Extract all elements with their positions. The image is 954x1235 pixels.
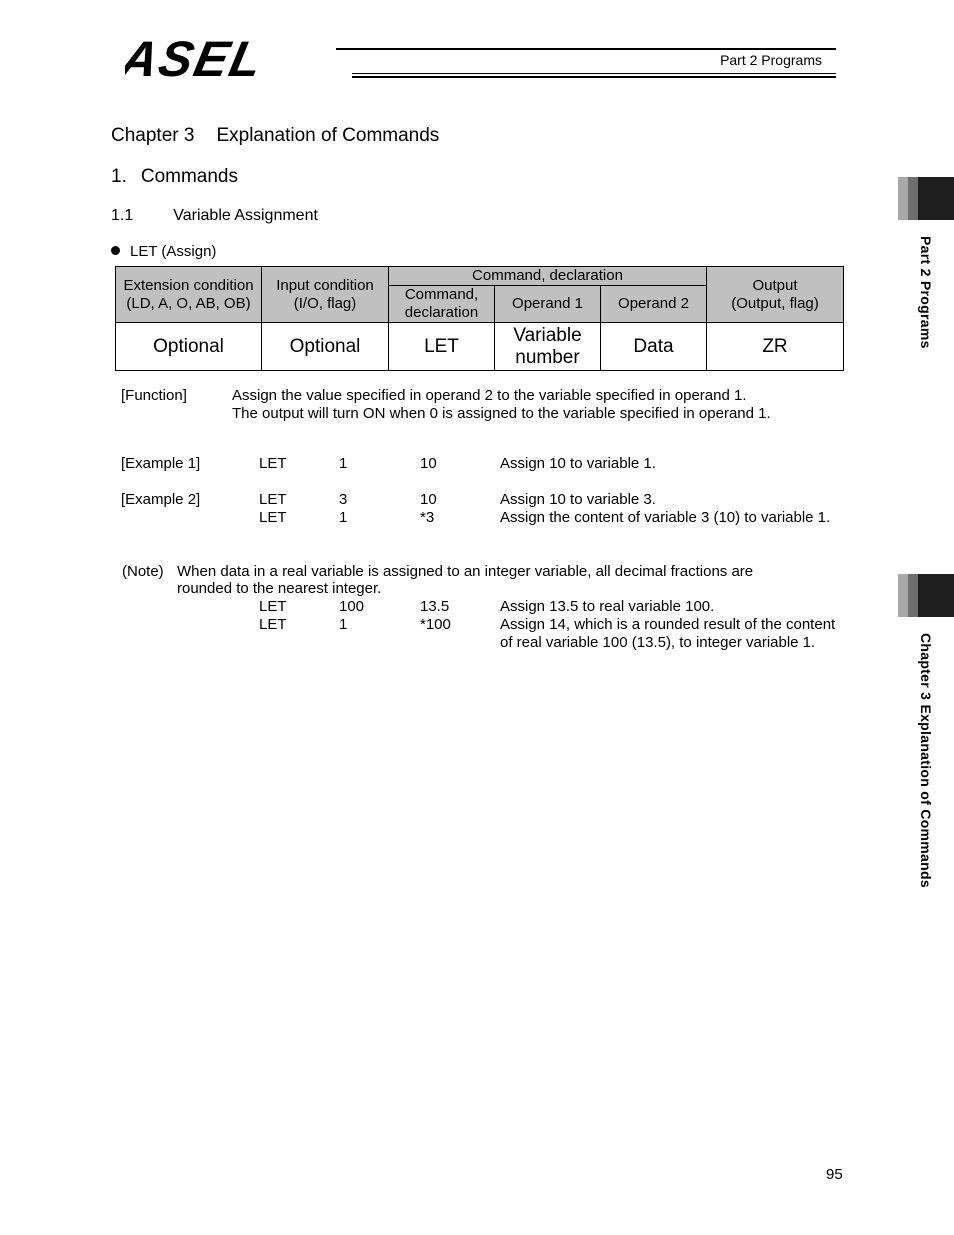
example2-row1-op2: 10 bbox=[420, 491, 437, 508]
cell-operand2: Data bbox=[601, 323, 707, 371]
header-command-declaration bbox=[389, 286, 495, 323]
note-row2-op1: 1 bbox=[339, 616, 348, 633]
asel-logo-graphic bbox=[125, 34, 347, 80]
header-operand2: Operand 2 bbox=[601, 286, 707, 323]
logo-text: ASEL bbox=[125, 34, 270, 80]
chapter-label: Chapter 3 bbox=[111, 125, 195, 146]
bullet-icon bbox=[111, 246, 120, 255]
header-rule-top bbox=[336, 48, 836, 50]
cell-operand1-line2: number bbox=[515, 346, 580, 368]
asel-logo bbox=[125, 34, 347, 85]
side-tab-2-light bbox=[898, 574, 908, 617]
function-label: [Function] bbox=[121, 387, 187, 404]
note-row2-desc2: of real variable 100 (13.5), to integer variable 1. bbox=[500, 634, 816, 651]
side-tab-1-mid bbox=[908, 177, 918, 220]
header-output bbox=[707, 267, 844, 323]
section-number: 1. bbox=[111, 166, 127, 187]
header-operand1: Operand 1 bbox=[495, 286, 601, 323]
side-tab-1-dark bbox=[918, 177, 954, 220]
section-name: Commands bbox=[140, 166, 239, 187]
chapter-name: Explanation of Commands bbox=[216, 125, 440, 146]
header-rule-mid bbox=[352, 73, 836, 74]
example2-row2-op2: *3 bbox=[420, 509, 435, 526]
chapter-title bbox=[111, 125, 439, 147]
cell-operand1-line1: Variable bbox=[513, 324, 582, 346]
function-line1: Assign the value specified in operand 2 to the variable specified in operand 1. bbox=[232, 387, 747, 404]
note-row2-cmd: LET bbox=[259, 616, 287, 633]
section-title bbox=[111, 166, 238, 188]
example2-row1-desc: Assign 10 to variable 3. bbox=[500, 491, 656, 508]
side-tab-1-label: Part 2 Programs bbox=[918, 236, 934, 349]
cell-command: LET bbox=[389, 323, 495, 371]
cell-extension: Optional bbox=[116, 323, 262, 371]
side-tab-1-light bbox=[898, 177, 908, 220]
header-extension-line1: Extension condition bbox=[123, 276, 254, 294]
side-tab-2-label: Chapter 3 Explanation of Commands bbox=[918, 633, 934, 888]
example1-cmd: LET bbox=[259, 455, 287, 472]
header-command-line1: Command, bbox=[404, 286, 479, 303]
side-tab-2-mid bbox=[908, 574, 918, 617]
header-output-line1: Output bbox=[752, 276, 798, 294]
function-line2: The output will turn ON when 0 is assigned to the variable specified in operand 1. bbox=[232, 405, 771, 422]
page-number: 95 bbox=[826, 1166, 843, 1183]
header-output-line2: (Output, flag) bbox=[731, 294, 819, 312]
example1-label: [Example 1] bbox=[121, 455, 201, 472]
header-input-condition bbox=[262, 267, 389, 323]
header-rule-bottom bbox=[352, 76, 836, 78]
bullet-text: LET (Assign) bbox=[130, 243, 217, 260]
note-row1-desc: Assign 13.5 to real variable 100. bbox=[500, 598, 715, 615]
example2-row2-desc: Assign the content of variable 3 (10) to variable 1. bbox=[500, 509, 831, 526]
example2-row1-cmd: LET bbox=[259, 491, 287, 508]
bullet-item bbox=[111, 243, 216, 260]
note-row2-desc: Assign 14, which is a rounded result of the content bbox=[500, 616, 836, 633]
side-tab-2-dark bbox=[918, 574, 954, 617]
command-table bbox=[115, 266, 844, 371]
header-command-line2: declaration bbox=[404, 304, 479, 321]
note-row1-op2: 13.5 bbox=[420, 598, 450, 615]
header-input-line2: (I/O, flag) bbox=[293, 294, 357, 312]
example2-row2-cmd: LET bbox=[259, 509, 287, 526]
header-input-line1: Input condition bbox=[276, 276, 374, 294]
example1-op1: 1 bbox=[339, 455, 348, 472]
example2-label: [Example 2] bbox=[121, 491, 201, 508]
note-line1: When data in a real variable is assigned to an integer variable, all decimal fractions are bbox=[177, 563, 754, 580]
subsection-name: Variable Assignment bbox=[173, 207, 318, 224]
header-extension-condition bbox=[116, 267, 262, 323]
subsection-title bbox=[111, 207, 318, 225]
note-label: (Note) bbox=[122, 563, 164, 580]
example2-row1-op1: 3 bbox=[339, 491, 348, 508]
note-row1-cmd: LET bbox=[259, 598, 287, 615]
header-extension-line2: (LD, A, O, AB, OB) bbox=[126, 294, 251, 312]
note-line2: rounded to the nearest integer. bbox=[177, 580, 382, 597]
running-title: Part 2 Programs bbox=[720, 52, 822, 68]
cell-input: Optional bbox=[262, 323, 389, 371]
cell-output: ZR bbox=[707, 323, 844, 371]
header-command-group: Command, declaration bbox=[389, 267, 707, 286]
cell-operand1 bbox=[495, 323, 601, 371]
subsection-number: 1.1 bbox=[111, 207, 134, 224]
note-row2-op2: *100 bbox=[420, 616, 451, 633]
note-row1-op1: 100 bbox=[339, 598, 365, 615]
example1-desc: Assign 10 to variable 1. bbox=[500, 455, 656, 472]
example1-op2: 10 bbox=[420, 455, 437, 472]
example2-row2-op1: 1 bbox=[339, 509, 348, 526]
